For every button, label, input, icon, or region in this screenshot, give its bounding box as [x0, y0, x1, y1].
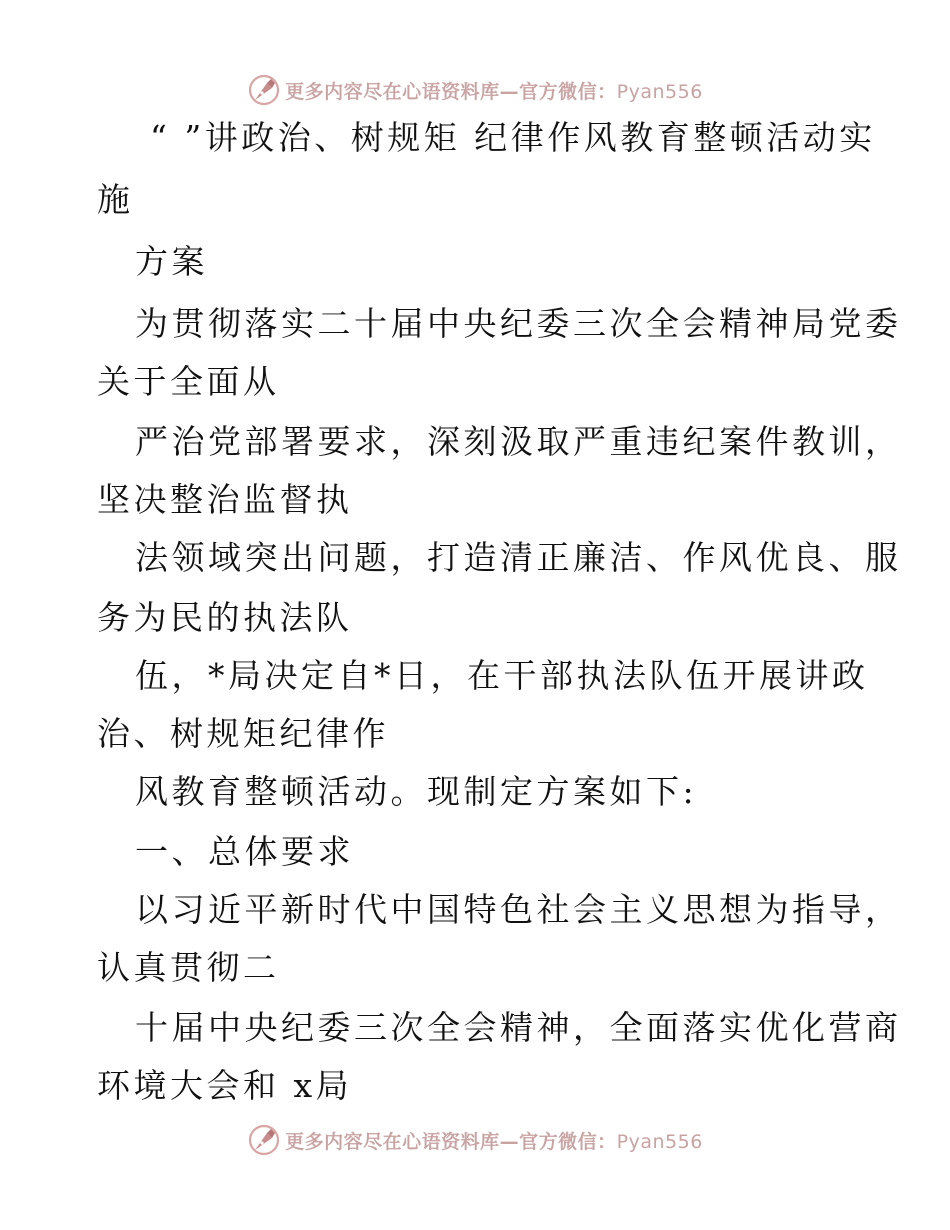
paragraph-line: 治、树规矩纪律作 [97, 714, 389, 753]
watermark-id: Pyan556 [616, 80, 703, 103]
document-title-continued: 施 [97, 180, 134, 219]
pen-nib-circle-icon [247, 1123, 281, 1157]
paragraph-line: 严治党部署要求，深刻汲取严重违纪案件教训， [135, 422, 902, 461]
paragraph-line: 坚决整治监督执 [97, 480, 353, 519]
paragraph-line: 认真贯彻二 [97, 948, 280, 987]
header-watermark [0, 70, 950, 110]
section-heading: 一、总体要求 [135, 832, 354, 871]
watermark-text: 更多内容尽在心语资料库—官方微信：Pyan556 [285, 80, 703, 103]
document-title-suffix: 方案 [135, 242, 208, 281]
paragraph-line: 风教育整顿活动。现制定方案如下: [135, 772, 698, 811]
paragraph-line: 为贯彻落实二十届中央纪委三次全会精神局党委 [135, 304, 902, 343]
paragraph-line: 法领域突出问题，打造清正廉洁、作风优良、服 [135, 538, 902, 577]
footer-watermark [0, 1120, 950, 1160]
paragraph-line: 关于全面从 [97, 362, 280, 401]
pen-nib-circle-icon [247, 73, 281, 107]
watermark-text: 更多内容尽在心语资料库—官方微信：Pyan556 [285, 1130, 703, 1153]
paragraph-line: 以习近平新时代中国特色社会主义思想为指导， [135, 890, 902, 929]
paragraph-line: 十届中央纪委三次全会精神，全面落实优化营商 [135, 1008, 902, 1047]
watermark-id: Pyan556 [616, 1130, 703, 1153]
paragraph-line: 环境大会和 x局 [97, 1066, 353, 1105]
paragraph-line: 伍，*局决定自*日，在干部执法队伍开展讲政 [135, 656, 869, 695]
document-title: “ ”讲政治、树规矩 纪律作风教育整顿活动实 [150, 118, 876, 157]
paragraph-line: 务为民的执法队 [97, 598, 353, 637]
